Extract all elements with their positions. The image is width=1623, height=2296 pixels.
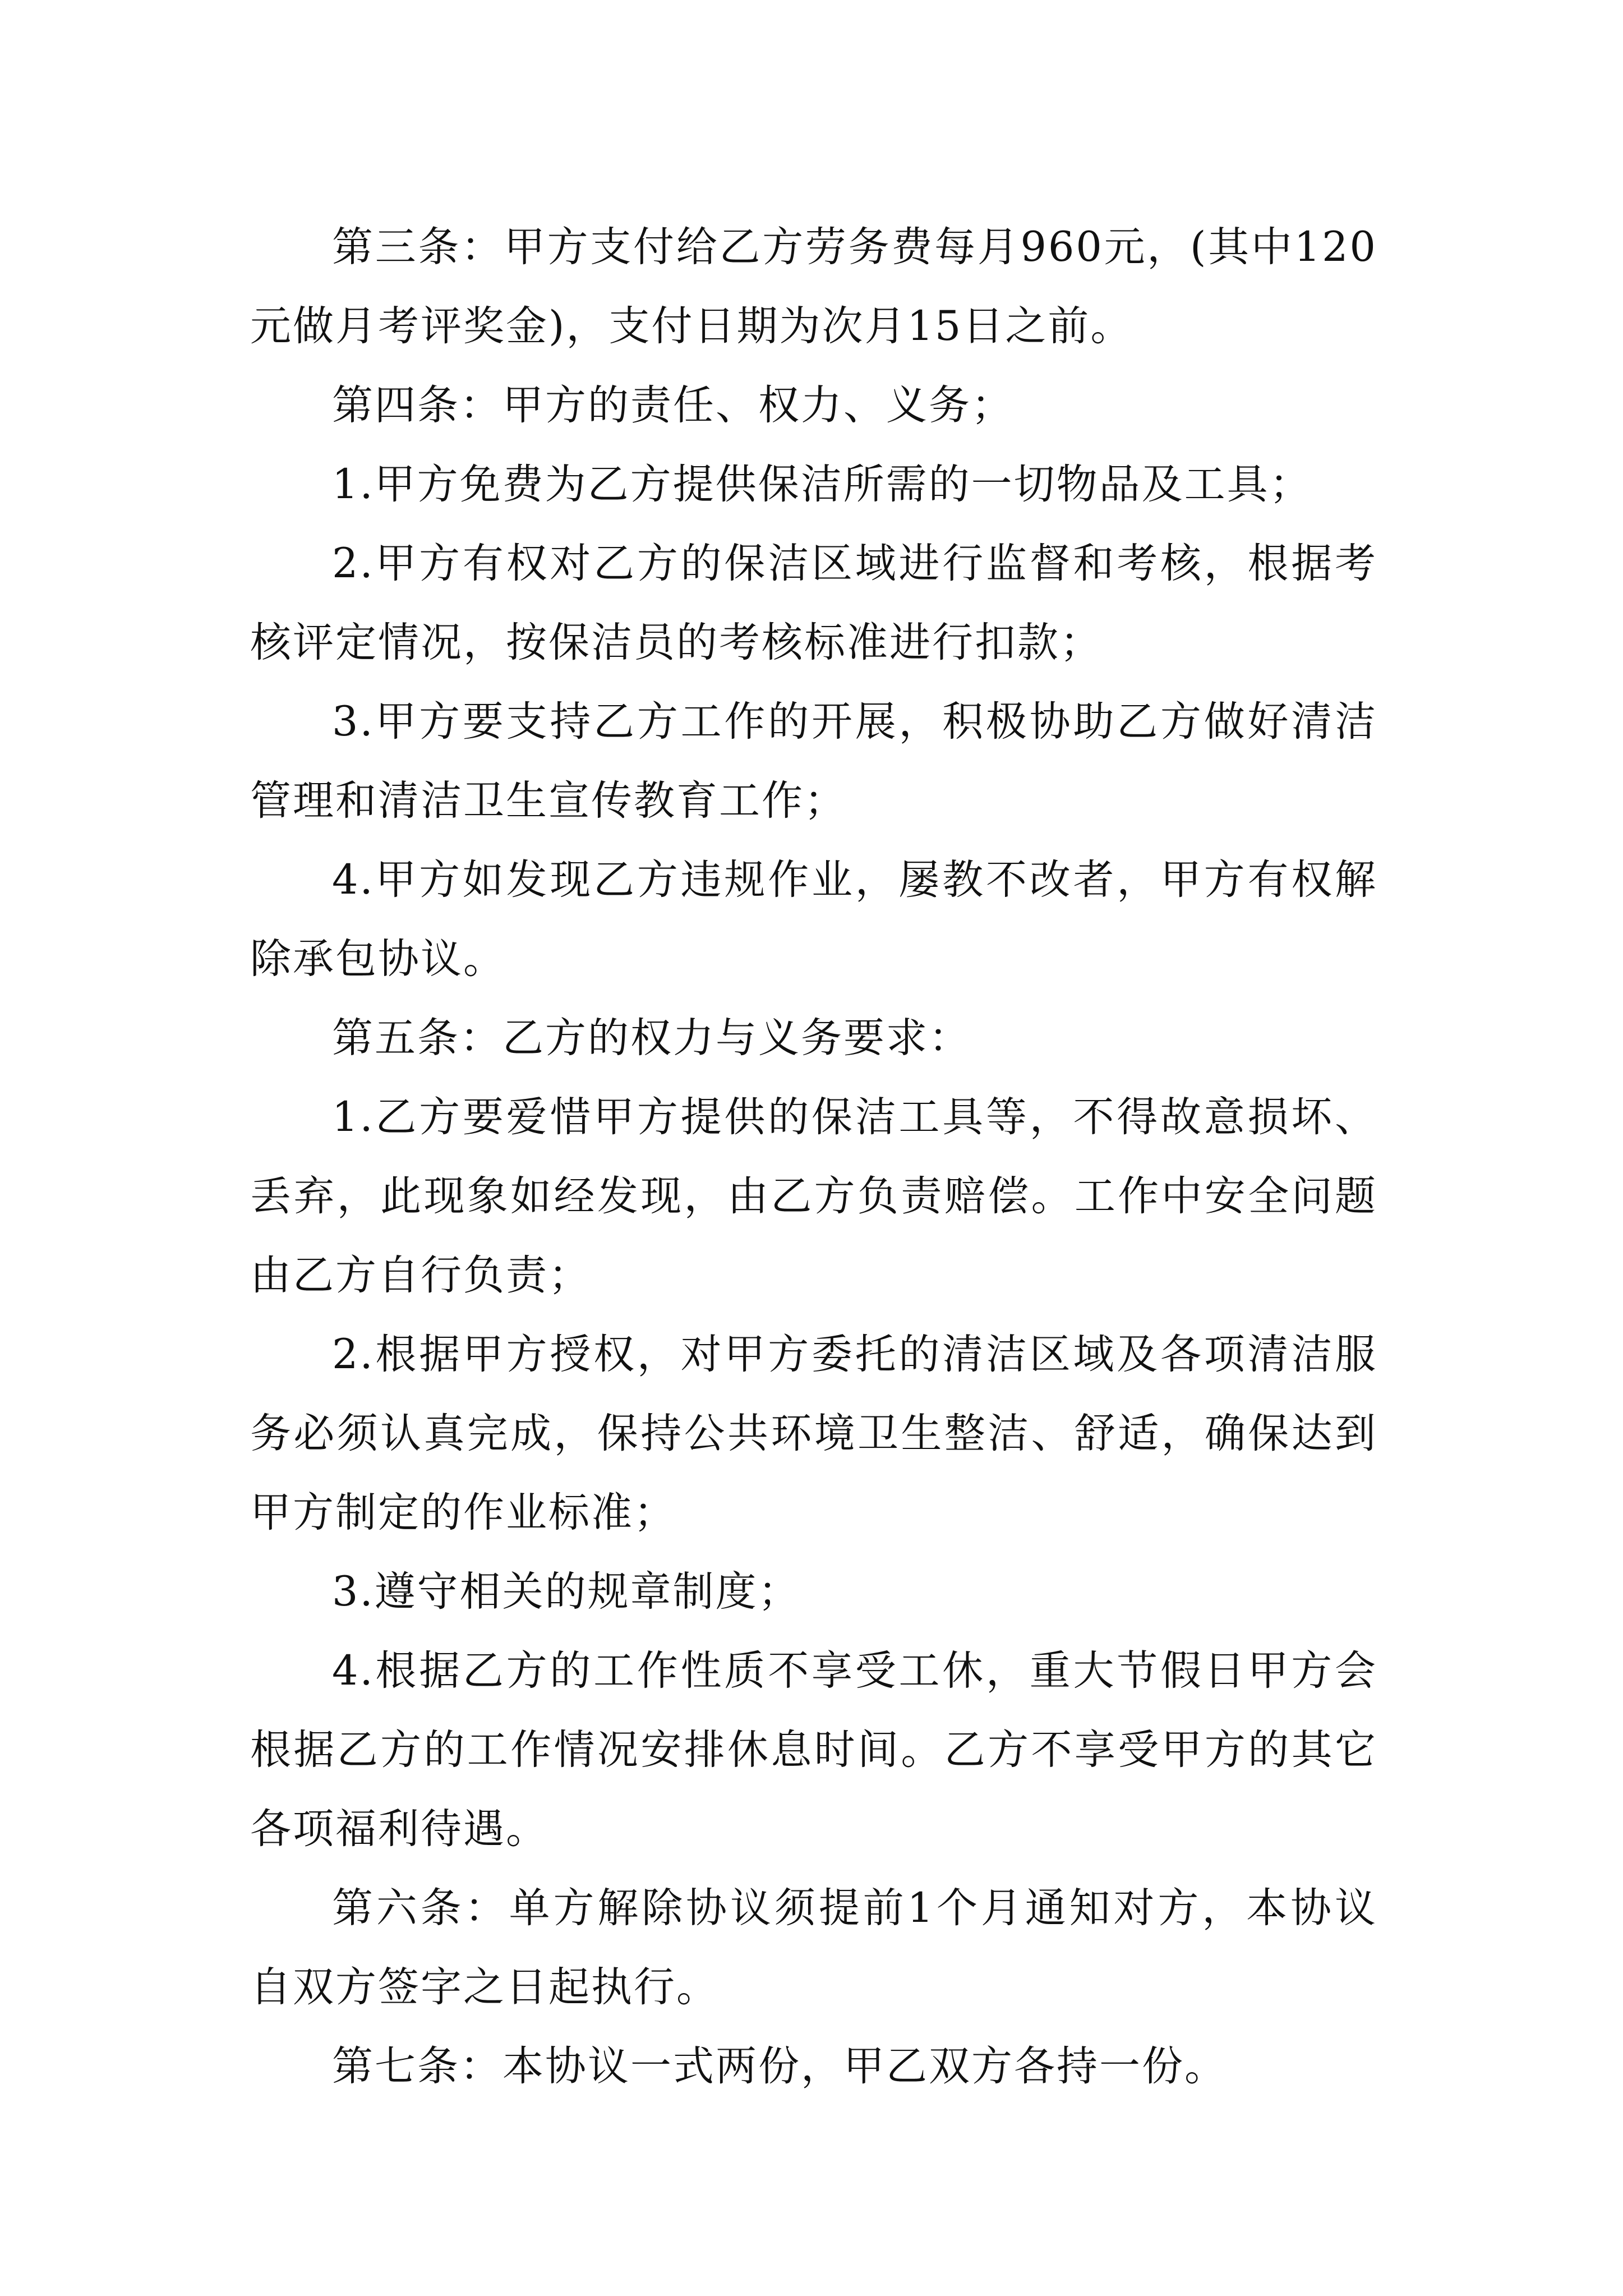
article-5-item-4: 4.根据乙方的工作性质不享受工休，重大节假日甲方会根据乙方的工作情况安排休息时间。乙方不享受甲方的其它各项福利待遇。	[250, 1647, 1377, 1853]
article-4-item-1: 1.甲方免费为乙方提供保洁所需的一切物品及工具；	[332, 461, 1312, 508]
article-3-paragraph: 第三条：甲方支付给乙方劳务费每月960元，(其中120元做月考评奖金)，支付日期为次月15日之前。	[250, 223, 1377, 350]
article-6-paragraph: 第六条：单方解除协议须提前1个月通知对方，本协议自双方签字之日起执行。	[250, 1884, 1377, 2011]
article-4-heading: 第四条：甲方的责任、权力、义务；	[332, 381, 1014, 429]
article-5-item-3: 3.遵守相关的规章制度；	[332, 1568, 801, 1616]
article-5-heading: 第五条：乙方的权力与义务要求：	[332, 1014, 971, 1062]
article-5-item-1: 1.乙方要爱惜甲方提供的保洁工具等，不得故意损坏、丢弃，此现象如经发现，由乙方负责赔偿。工作中安全问题由乙方自行负责；	[250, 1093, 1377, 1299]
article-4-item-4: 4.甲方如发现乙方违规作业，屡教不改者，甲方有权解除承包协议。	[250, 856, 1377, 983]
article-4-item-2: 2.甲方有权对乙方的保洁区域进行监督和考核，根据考核评定情况，按保洁员的考核标准进行扣款；	[250, 540, 1377, 666]
article-4-item-3: 3.甲方要支持乙方工作的开展，积极协助乙方做好清洁管理和清洁卫生宣传教育工作；	[250, 698, 1377, 825]
article-7-paragraph: 第七条：本协议一式两份，甲乙双方各持一份。	[332, 2042, 1227, 2090]
article-5-item-2: 2.根据甲方授权，对甲方委托的清洁区域及各项清洁服务必须认真完成，保持公共环境卫生整洁、舒适，确保达到甲方制定的作业标准；	[250, 1331, 1377, 1536]
document-body	[250, 208, 1377, 2106]
